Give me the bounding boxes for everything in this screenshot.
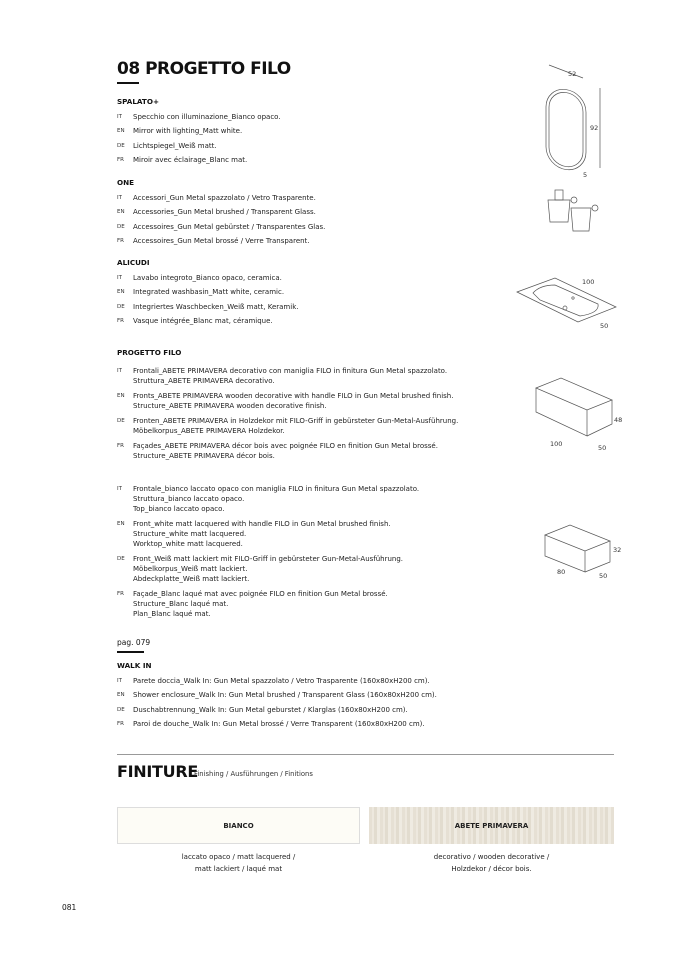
language-code: DE (117, 142, 125, 149)
basin-drawing (517, 278, 616, 330)
dim-basin-width: 100 (582, 278, 595, 286)
item-text (133, 690, 437, 700)
page-title (117, 59, 291, 79)
language-code: EN (117, 209, 125, 216)
swatch-abete-primavera (369, 807, 614, 844)
text-line: Structure_ABETE PRIMAVERA wooden decorative finish. (133, 402, 327, 410)
text-line: Top_bianco laccato opaco. (133, 505, 225, 513)
list-item (117, 141, 517, 151)
text-line: Fronts_ABETE PRIMAVERA wooden decorative with handle FILO in Gun Metal brushed finish. (133, 392, 454, 400)
text-line: Frontale_bianco laccato opaco con maniglia FILO in finitura Gun Metal spazzolato. (133, 485, 420, 493)
item-text (133, 484, 419, 514)
page-reference-underline (117, 651, 144, 653)
section-alicudi (117, 258, 517, 330)
list-item (117, 287, 517, 297)
list-item (117, 554, 517, 584)
section-filo1 (117, 366, 517, 466)
text-line: Abdeckplatte_Weiß matt lackiert. (133, 575, 250, 583)
list-item (117, 193, 517, 203)
list-item (117, 690, 517, 700)
item-text (133, 193, 316, 203)
text-line: Accessoires_Gun Metal gebürstet / Transparentes Glas. (133, 222, 326, 231)
text-line: Duschabtrennung_Walk In: Gun Metal geburstet / Klarglas (160x80xH200 cm). (133, 705, 408, 714)
text-line: Lavabo integroto_Bianco opaco, ceramica. (133, 274, 282, 282)
text-line: Structure_ABETE PRIMAVERA décor bois. (133, 452, 275, 460)
dim-cabinet2-height: 32 (613, 546, 622, 554)
cabinet-100-drawing (536, 378, 622, 452)
language-code: EN (117, 289, 125, 296)
text-line: Vasque intégrée_Blanc mat, céramique. (133, 316, 273, 325)
text-line: Shower enclosure_Walk In: Gun Metal brushed / Transparent Glass (160x80xH200 cm). (133, 691, 437, 700)
list-item (117, 236, 517, 246)
item-text (133, 287, 284, 297)
mirror-drawing (546, 65, 600, 179)
language-code: EN (117, 128, 125, 135)
item-text (133, 589, 388, 619)
divider (117, 754, 614, 755)
section-heading: WALK IN (117, 661, 152, 670)
item-text (133, 155, 247, 165)
swatch-label: ABETE PRIMAVERA (454, 821, 529, 830)
chapter-number: 08 (117, 59, 140, 79)
text-line: Möbelkorpus_Weiß matt lackiert. (133, 565, 248, 573)
language-code: IT (117, 678, 122, 684)
dim-cabinet2-width: 80 (557, 568, 566, 576)
list-item (117, 391, 517, 411)
swatch-caption-abete (369, 851, 614, 875)
item-text (133, 705, 408, 715)
page-number: 081 (62, 903, 77, 912)
language-code: FR (117, 591, 124, 597)
list-item (117, 155, 517, 165)
list-item (117, 302, 517, 312)
list-item (117, 273, 517, 283)
text-line: Worktop_white matt lacquered. (133, 540, 243, 548)
language-code: IT (117, 195, 122, 201)
item-text (133, 316, 273, 326)
text-line: Accessories_Gun Metal brushed / Transparent Glass. (133, 208, 316, 217)
section-heading: ONE (117, 178, 135, 187)
text-line: Mirror with lighting_Matt white. (133, 127, 243, 136)
language-code: EN (117, 692, 125, 699)
item-text (133, 222, 325, 232)
text-line: Paroi de douche_Walk In: Gun Metal brossé / Verre Transparent (160x80xH200 cm). (133, 719, 425, 728)
item-text (133, 273, 282, 283)
text-line: Structure_white matt lacquered. (133, 530, 247, 538)
finishes-subheading: Finishing / Ausführungen / Finitions (194, 770, 313, 778)
list-item (117, 719, 517, 729)
language-code: DE (117, 418, 125, 424)
text-line: Front_white matt lacquered with handle FILO in Gun Metal brushed finish. (133, 520, 391, 528)
section-heading: ALICUDI (117, 258, 150, 267)
list-item (117, 416, 517, 436)
list-item (117, 126, 517, 136)
language-code: EN (117, 393, 125, 399)
language-code: EN (117, 521, 125, 527)
language-code: FR (117, 317, 124, 324)
list-item (117, 112, 517, 122)
section-spalato (117, 97, 517, 169)
item-text (133, 207, 316, 217)
caption-line: matt lackiert / laqué mat (194, 865, 283, 873)
dim-cabinet1-width: 100 (550, 440, 563, 448)
language-code: IT (117, 486, 122, 492)
text-line: Lichtspiegel_Weiß matt. (133, 141, 217, 150)
dim-cabinet2-depth: 50 (599, 572, 608, 580)
language-code: DE (117, 223, 125, 230)
item-text (133, 391, 453, 411)
item-text (133, 554, 403, 584)
text-line: Structure_Blanc laqué mat. (133, 600, 229, 608)
item-text (133, 126, 242, 136)
text-line: Fronten_ABETE PRIMAVERA in Holzdekor mit FILO-Griff in gebürsteter Gun-Metal-Ausführung. (133, 417, 459, 425)
dim-mirror-depth: 5 (583, 171, 588, 179)
item-text (133, 416, 458, 436)
dim-mirror-width: 52 (568, 70, 577, 78)
section-progetto (117, 348, 517, 363)
dim-basin-depth: 50 (600, 322, 609, 330)
language-code: FR (117, 443, 124, 449)
item-text (133, 112, 281, 122)
text-line: Accessori_Gun Metal spazzolato / Vetro Trasparente. (133, 194, 316, 202)
finishes-heading: FINITURE (117, 762, 198, 781)
list-item (117, 441, 517, 461)
text-line: Frontali_ABETE PRIMAVERA decorativo con maniglia FILO in finitura Gun Metal spazzolato. (133, 367, 448, 375)
section-one (117, 178, 517, 250)
item-text (133, 676, 430, 686)
swatch-caption-bianco (117, 851, 360, 875)
dim-cabinet1-height: 48 (614, 416, 623, 424)
text-line: Integrated washbasin_Matt white, ceramic. (133, 288, 285, 297)
text-line: Specchio con illuminazione_Bianco opaco. (133, 113, 281, 121)
title-underline (117, 82, 139, 84)
item-text (133, 519, 391, 549)
accessories-drawing (548, 190, 598, 231)
text-line: Plan_Blanc laqué mat. (133, 610, 211, 618)
item-text (133, 141, 217, 151)
language-code: FR (117, 720, 124, 727)
cabinet-80-drawing (545, 525, 621, 580)
caption-line: decorativo / wooden decorative / (433, 853, 550, 861)
section-filo2 (117, 484, 517, 624)
section-heading: PROGETTO FILO (117, 348, 182, 357)
dim-mirror-height: 92 (590, 124, 599, 132)
text-line: Struttura_bianco laccato opaco. (133, 495, 245, 503)
language-code: FR (117, 156, 124, 163)
list-item (117, 366, 517, 386)
language-code: DE (117, 303, 125, 310)
swatch-label: BIANCO (223, 821, 254, 830)
chapter-name: PROGETTO FILO (145, 59, 291, 79)
caption-line: laccato opaco / matt lacquered / (181, 853, 296, 861)
list-item (117, 676, 517, 686)
section-walkin (117, 661, 517, 733)
text-line: Miroir avec éclairage_Blanc mat. (133, 155, 248, 164)
item-text (133, 441, 438, 461)
text-line: Struttura_ABETE PRIMAVERA decorativo. (133, 377, 275, 385)
section-heading: SPALATO+ (117, 97, 159, 106)
language-code: IT (117, 275, 122, 281)
language-code: IT (117, 114, 122, 120)
caption-line: Holzdekor / décor bois. (451, 865, 532, 873)
text-line: Integriertes Waschbecken_Weiß matt, Keramik. (133, 302, 299, 311)
list-item (117, 316, 517, 326)
dim-cabinet1-depth: 50 (598, 444, 607, 452)
item-text (133, 236, 310, 246)
language-code: FR (117, 237, 124, 244)
list-item (117, 519, 517, 549)
page-reference-link[interactable]: pag. 079 (117, 638, 151, 647)
item-text (133, 719, 425, 729)
language-code: DE (117, 706, 125, 713)
swatch-bianco (117, 807, 360, 844)
list-item (117, 589, 517, 619)
text-line: Parete doccia_Walk In: Gun Metal spazzolato / Vetro Trasparente (160x80xH200 cm). (133, 677, 430, 685)
language-code: IT (117, 368, 122, 374)
list-item (117, 705, 517, 715)
list-item (117, 222, 517, 232)
list-item (117, 484, 517, 514)
text-line: Möbelkorpus_ABETE PRIMAVERA Holzdekor. (133, 427, 285, 435)
text-line: Façade_Blanc laqué mat avec poignée FILO en finition Gun Metal brossé. (133, 590, 388, 598)
language-code: DE (117, 556, 125, 562)
list-item (117, 207, 517, 217)
text-line: Accessoires_Gun Metal brossé / Verre Transparent. (133, 236, 310, 245)
text-line: Front_Weiß matt lackiert mit FILO-Griff in gebürsteter Gun-Metal-Ausführung. (133, 555, 404, 563)
item-text (133, 366, 447, 386)
text-line: Façades_ABETE PRIMAVERA décor bois avec poignée FILO en finition Gun Metal brossé. (133, 442, 438, 450)
item-text (133, 302, 298, 312)
